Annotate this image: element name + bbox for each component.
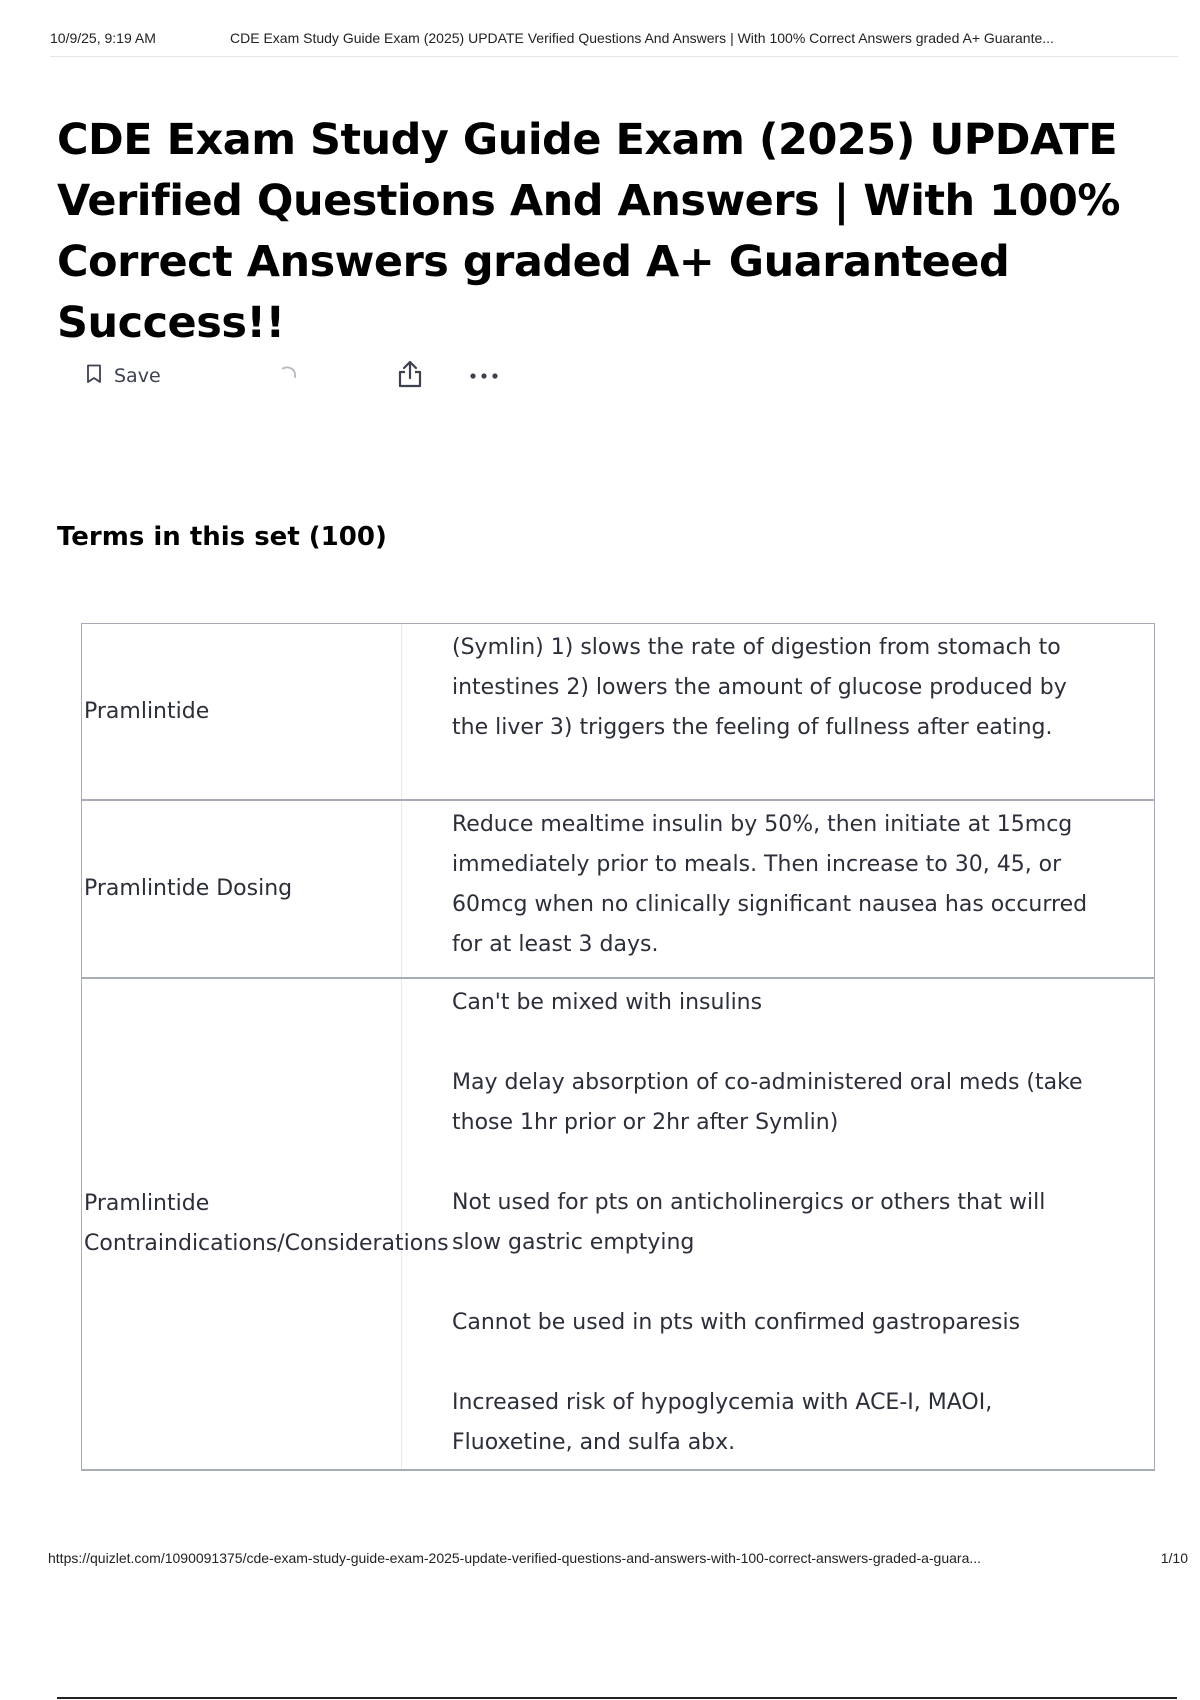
print-header-title: CDE Exam Study Guide Exam (2025) UPDATE Verified Questions And Answers | With 100% Correct Answers graded A+ Guarante... (230, 30, 1054, 46)
bookmark-icon (86, 364, 102, 389)
share-icon (396, 359, 424, 394)
save-button[interactable] (86, 360, 161, 392)
more-options-button[interactable] (469, 360, 499, 392)
table-row (82, 801, 1154, 979)
page-number: 1/10 (1160, 1550, 1188, 1566)
print-footer (48, 1550, 1188, 1570)
terms-table (81, 623, 1155, 1471)
definition-cell: Reduce mealtime insulin by 50%, then initiate at 15mcg immediately prior to meals. Then increase to 30, 45, or 60mcg when no clinically significant nausea has occurred for at least 3 days. (452, 812, 1088, 957)
term-cell: Pramlintide (82, 624, 402, 799)
term-cell: Pramlintide Contraindications/Considerations (82, 979, 402, 1469)
section-heading: Terms in this set (100) (57, 522, 387, 552)
save-label: Save (114, 365, 161, 387)
page-url: https://quizlet.com/1090091375/cde-exam-study-guide-exam-2025-update-verified-questions-and-answers-with-100-correct-answers-graded-a-guara... (48, 1550, 982, 1566)
definition-cell: Can't be mixed with insulins May delay absorption of co-administered oral meds (take those 1hr prior or 2hr after Symlin) Not used for pts on anticholinergics or others that will slow gastric emptying Cannot be used in pts with confirmed gastroparesis Increased risk of hypoglycemia with ACE-I, MAOI, Fluoxetine, and sulfa abx. (452, 990, 1083, 1455)
action-bar (86, 360, 586, 392)
print-header (50, 30, 1178, 57)
loading-spinner-icon (276, 360, 300, 392)
definition-cell: (Symlin) 1) slows the rate of digestion from stomach to intestines 2) lowers the amount of glucose produced by the liver 3) triggers the feeling of fullness after eating. (452, 635, 1067, 740)
page-divider (57, 1697, 1177, 1699)
more-options-icon (469, 367, 499, 385)
share-button[interactable] (396, 360, 424, 392)
page-title: CDE Exam Study Guide Exam (2025) UPDATE Verified Questions And Answers | With 100% Correct Answers graded A+ Guaranteed Success!! (57, 115, 1120, 348)
print-date: 10/9/25, 9:19 AM (50, 30, 156, 46)
table-row (82, 979, 1154, 1471)
term-cell: Pramlintide Dosing (82, 801, 402, 977)
table-row (82, 624, 1154, 801)
